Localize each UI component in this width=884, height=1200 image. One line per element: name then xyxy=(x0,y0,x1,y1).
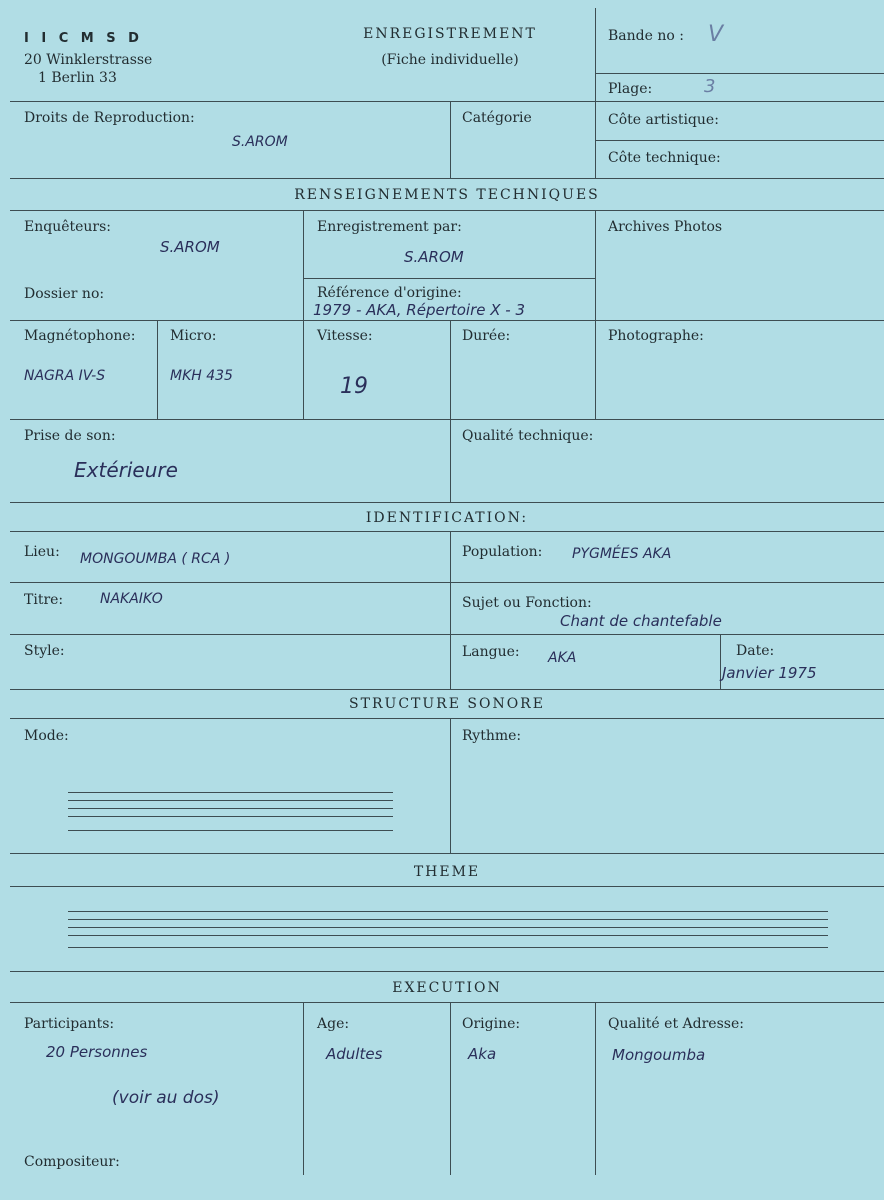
rule xyxy=(10,718,884,719)
rule xyxy=(10,531,884,532)
compositeur-label: Compositeur: xyxy=(24,1154,120,1170)
staff-line xyxy=(68,800,393,801)
enregistrement-par-label: Enregistrement par: xyxy=(317,219,462,235)
date-label: Date: xyxy=(736,643,775,659)
titre-value: NAKAIKO xyxy=(100,591,163,607)
rule xyxy=(10,853,884,854)
lieu-label: Lieu: xyxy=(24,544,60,560)
magnetophone-label: Magnétophone: xyxy=(24,328,136,344)
section-theme-title: THEME xyxy=(413,864,481,880)
section-execution-title: EXECUTION xyxy=(392,980,502,996)
qualite-adresse-value: Mongoumba xyxy=(612,1046,706,1064)
droits-value: S.AROM xyxy=(232,134,288,150)
rule xyxy=(10,101,884,102)
titre-label: Titre: xyxy=(24,592,64,608)
sujet-value: Chant de chantefable xyxy=(560,612,722,630)
staff-line xyxy=(68,935,828,936)
prise-value: Extérieure xyxy=(74,458,178,482)
micro-value: MKH 435 xyxy=(170,368,233,384)
rule xyxy=(157,320,158,419)
rule xyxy=(10,971,884,972)
rule xyxy=(10,582,884,583)
origine-label: Origine: xyxy=(462,1016,521,1032)
rythme-label: Rythme: xyxy=(462,728,522,744)
staff-line xyxy=(68,830,393,831)
rule xyxy=(450,1002,451,1175)
section-identification-title: IDENTIFICATION: xyxy=(365,510,529,526)
section-structure-title: STRUCTURE SONORE xyxy=(349,696,545,712)
rule xyxy=(720,634,721,689)
cote-artistique-label: Côte artistique: xyxy=(608,112,719,128)
rule xyxy=(450,531,451,689)
langue-value: AKA xyxy=(548,650,577,666)
rule xyxy=(10,210,884,211)
staff-line xyxy=(68,816,393,817)
participants-value-line1: 20 Personnes xyxy=(46,1043,148,1061)
address-line-2: 1 Berlin 33 xyxy=(38,70,117,86)
staff-line xyxy=(68,792,393,793)
date-value: Janvier 1975 xyxy=(722,664,817,682)
rule xyxy=(450,718,451,853)
reference-label: Référence d'origine: xyxy=(317,285,462,301)
rule xyxy=(10,320,884,321)
mode-label: Mode: xyxy=(24,728,69,744)
categorie-label: Catégorie xyxy=(462,110,532,126)
rule xyxy=(450,101,451,178)
origine-value: Aka xyxy=(468,1045,497,1063)
population-value: PYGMÉES AKA xyxy=(572,546,672,562)
plage-label: Plage: xyxy=(608,81,653,97)
bande-label: Bande no : xyxy=(608,28,684,44)
rule xyxy=(10,1002,884,1003)
magnetophone-value: NAGRA IV-S xyxy=(24,368,106,384)
rule xyxy=(450,320,451,502)
staff-line xyxy=(68,808,393,809)
sujet-label: Sujet ou Fonction: xyxy=(462,595,592,611)
qualite-technique-label: Qualité technique: xyxy=(462,428,594,444)
rule xyxy=(10,178,884,179)
enqueteurs-value: S.AROM xyxy=(160,238,220,256)
rule xyxy=(303,1002,304,1175)
enregistrement-par-value: S.AROM xyxy=(404,248,464,266)
population-label: Population: xyxy=(462,544,543,560)
rule xyxy=(10,689,884,690)
staff-line xyxy=(68,911,828,912)
droits-label: Droits de Reproduction: xyxy=(24,110,195,126)
rule xyxy=(303,210,304,419)
enqueteurs-label: Enquêteurs: xyxy=(24,219,112,235)
plage-value: 3 xyxy=(704,76,716,97)
rule xyxy=(595,210,596,419)
card-title: ENREGISTREMENT xyxy=(363,26,537,42)
qualite-adresse-label: Qualité et Adresse: xyxy=(608,1016,744,1032)
participants-label: Participants: xyxy=(24,1016,115,1032)
reference-value: 1979 - AKA, Répertoire X - 3 xyxy=(313,301,526,319)
staff-line xyxy=(68,919,828,920)
org-name: I I C M S D xyxy=(24,31,143,46)
dossier-label: Dossier no: xyxy=(24,286,105,302)
vitesse-label: Vitesse: xyxy=(317,328,373,344)
section-technical-title: RENSEIGNEMENTS TECHNIQUES xyxy=(294,187,600,203)
prise-label: Prise de son: xyxy=(24,428,116,444)
archives-photos-label: Archives Photos xyxy=(608,219,723,235)
vitesse-value: 19 xyxy=(340,374,368,399)
staff-line xyxy=(68,927,828,928)
rule xyxy=(595,73,884,74)
rule xyxy=(595,1002,596,1175)
staff-line xyxy=(68,947,828,948)
rule xyxy=(10,419,884,420)
photographe-label: Photographe: xyxy=(608,328,704,344)
rule xyxy=(10,634,884,635)
bande-value: V xyxy=(708,22,724,47)
duree-label: Durée: xyxy=(462,328,511,344)
rule xyxy=(595,140,884,141)
rule xyxy=(303,278,595,279)
micro-label: Micro: xyxy=(170,328,217,344)
address-line-1: 20 Winklerstrasse xyxy=(24,52,153,68)
age-label: Age: xyxy=(317,1016,350,1032)
style-label: Style: xyxy=(24,643,65,659)
rule xyxy=(10,886,884,887)
participants-value-line2: (voir au dos) xyxy=(112,1088,220,1108)
cote-technique-label: Côte technique: xyxy=(608,150,721,166)
age-value: Adultes xyxy=(326,1045,383,1063)
langue-label: Langue: xyxy=(462,644,520,660)
card-subtitle: (Fiche individuelle) xyxy=(381,52,519,68)
rule xyxy=(10,502,884,503)
lieu-value: MONGOUMBA ( RCA ) xyxy=(80,551,231,567)
